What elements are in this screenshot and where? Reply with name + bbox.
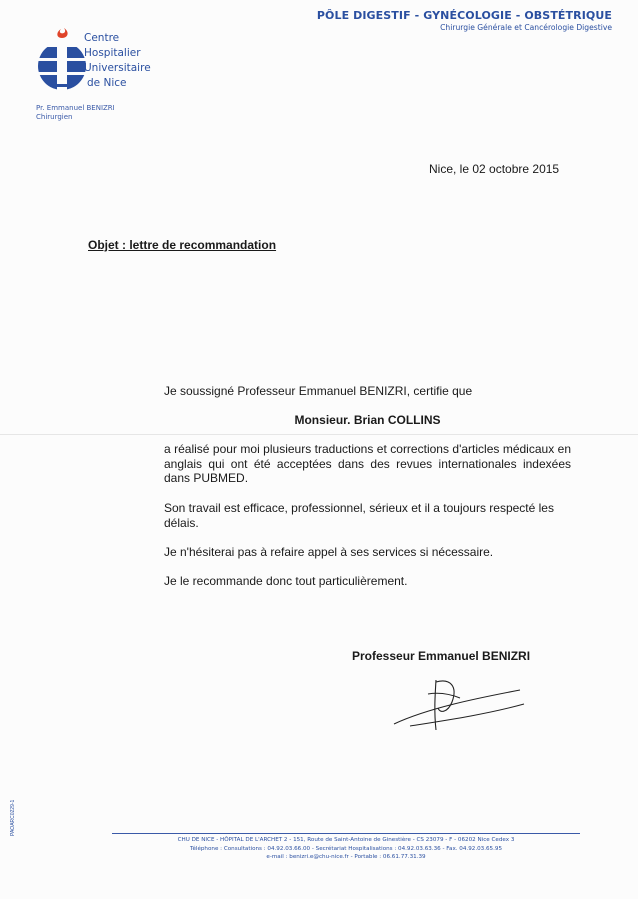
document-reference: PAOARC0229-1: [10, 799, 16, 836]
letter-paragraph-3: Je n'hésiterai pas à refaire appel à ses services si nécessaire.: [164, 545, 494, 559]
doctor-name: Pr. Emmanuel BENIZRI: [36, 104, 115, 112]
recommended-person: Monsieur. Brian COLLINS: [294, 413, 441, 427]
doctor-role: Chirurgien: [36, 113, 73, 121]
handwritten-signature: [388, 668, 528, 738]
footer-contact: [112, 836, 580, 862]
hospital-name-line1: Centre: [84, 32, 120, 44]
letter-intro: Je soussigné Professeur Emmanuel BENIZRI, certifie que: [164, 384, 473, 398]
hospital-name-line4: de Nice: [87, 77, 127, 89]
letter-paragraph-4: Je le recommande donc tout particulièrement.: [164, 574, 408, 588]
footer-phones: Téléphone : Consultations : 04.92.03.66.00 - Secrétariat Hospitalisations : 04.92.03.63.36 - Fax. 04.92.03.65.95: [189, 845, 503, 852]
footer-address: CHU DE NICE - HÔPITAL DE L'ARCHET 2 - 151, Route de Saint-Antoine de Ginestière - CS 23079 - F - 06202 Nice Cedex 3: [177, 837, 515, 843]
letter-paragraph-1: a réalisé pour moi plusieurs traductions et corrections d'articles médicaux en anglais qui ont été acceptées dans des revues internationales indexées dans PUBMED.: [164, 442, 571, 485]
department-header: [317, 9, 612, 32]
hospital-name: [84, 31, 151, 91]
paper-fold-line: [0, 434, 638, 435]
hospital-name-line3: Universitaire: [84, 62, 151, 74]
footer-email: e-mail : benizri.e@chu-nice.fr - Portable : 06.61.77.31.39: [266, 854, 426, 860]
department-title: PÔLE DIGESTIF - GYNÉCOLOGIE - OBSTÉTRIQUE: [316, 9, 612, 22]
letter-subject: Objet : lettre de recommandation: [88, 238, 277, 252]
signer-name: Professeur Emmanuel BENIZRI: [352, 649, 531, 663]
department-subtitle: Chirurgie Générale et Cancérologie Digestive: [440, 23, 612, 32]
letter-paragraph-2: Son travail est efficace, professionnel, sérieux et il a toujours respecté les délais.: [164, 501, 554, 530]
hospital-name-line2: Hospitalier: [84, 47, 141, 59]
letter-date: Nice, le 02 octobre 2015: [429, 162, 560, 176]
doctor-info: [36, 104, 115, 122]
footer-divider: [112, 833, 580, 834]
